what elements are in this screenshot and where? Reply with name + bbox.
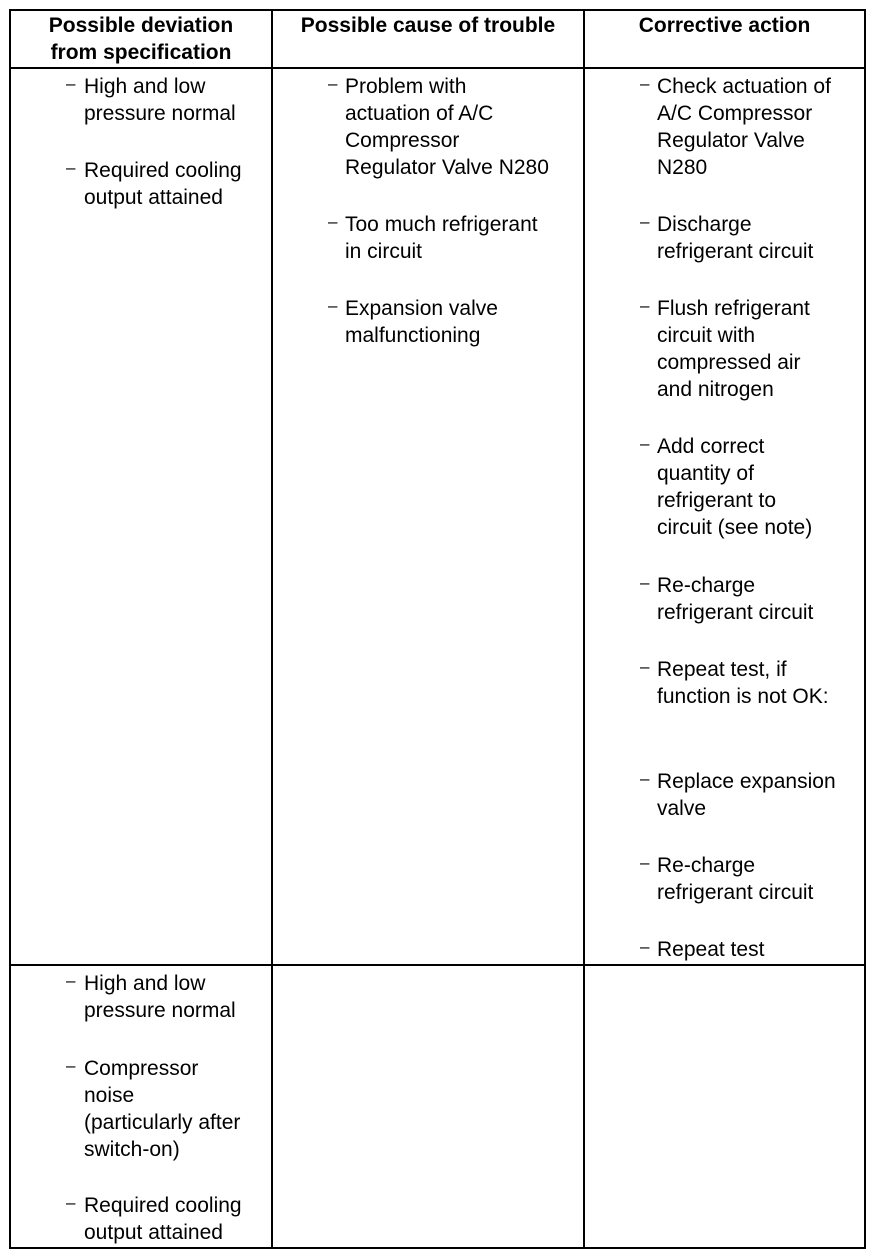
deviation-item: High and low pressure normal [84, 972, 236, 1022]
bullet-dash: – [328, 296, 338, 315]
bullet-dash: – [640, 769, 650, 788]
bullet-dash: – [328, 74, 338, 93]
cause-item: Problem with actuation of A/C Compressor Regulator Valve N280 [345, 75, 549, 179]
bullet-dash: – [66, 971, 76, 990]
bullet-dash: – [66, 158, 76, 177]
deviation-item: Required cooling output attained [84, 1194, 242, 1244]
action-item: Discharge refrigerant circuit [657, 213, 814, 263]
deviation-item: Compressor noise (particularly after switch-on) [84, 1057, 241, 1161]
bullet-dash: – [640, 937, 650, 956]
bullet-dash: – [640, 296, 650, 315]
table-border-bottom [9, 1247, 866, 1249]
bullet-dash: – [328, 212, 338, 231]
deviation-item: High and low pressure normal [84, 75, 236, 125]
row-divider [9, 964, 866, 966]
cause-item: Expansion valve malfunctioning [345, 297, 498, 347]
action-item: Repeat test, if function is not OK: [657, 658, 829, 708]
action-item: Re-charge refrigerant circuit [657, 574, 814, 624]
bullet-dash: – [66, 1193, 76, 1212]
header-possible-deviation: Possible deviation from specification [48, 14, 234, 64]
table-border-left [9, 9, 11, 1249]
bullet-dash: – [640, 74, 650, 93]
column-divider-1 [271, 9, 273, 1249]
deviation-item: Required cooling output attained [84, 159, 242, 209]
bullet-dash: – [640, 573, 650, 592]
header-corrective-action: Corrective action [638, 14, 811, 37]
bullet-dash: – [640, 657, 650, 676]
table-border-top [9, 9, 866, 11]
bullet-dash: – [66, 1056, 76, 1075]
header-divider [9, 67, 866, 69]
action-item: Flush refrigerant circuit with compressed air and nitrogen [657, 297, 810, 401]
column-divider-2 [583, 9, 585, 1249]
action-item: Check actuation of A/C Compressor Regulator Valve N280 [657, 75, 831, 179]
action-item: Replace expansion valve [657, 770, 836, 820]
action-item: Repeat test [657, 938, 765, 961]
action-item: Add correct quantity of refrigerant to circuit (see note) [657, 435, 813, 539]
bullet-dash: – [640, 853, 650, 872]
cause-item: Too much refrigerant in circuit [345, 213, 538, 263]
bullet-dash: – [640, 212, 650, 231]
bullet-dash: – [66, 74, 76, 93]
action-item: Re-charge refrigerant circuit [657, 854, 814, 904]
table-border-right [864, 9, 866, 1249]
header-possible-cause: Possible cause of trouble [300, 14, 556, 37]
bullet-dash: – [640, 434, 650, 453]
